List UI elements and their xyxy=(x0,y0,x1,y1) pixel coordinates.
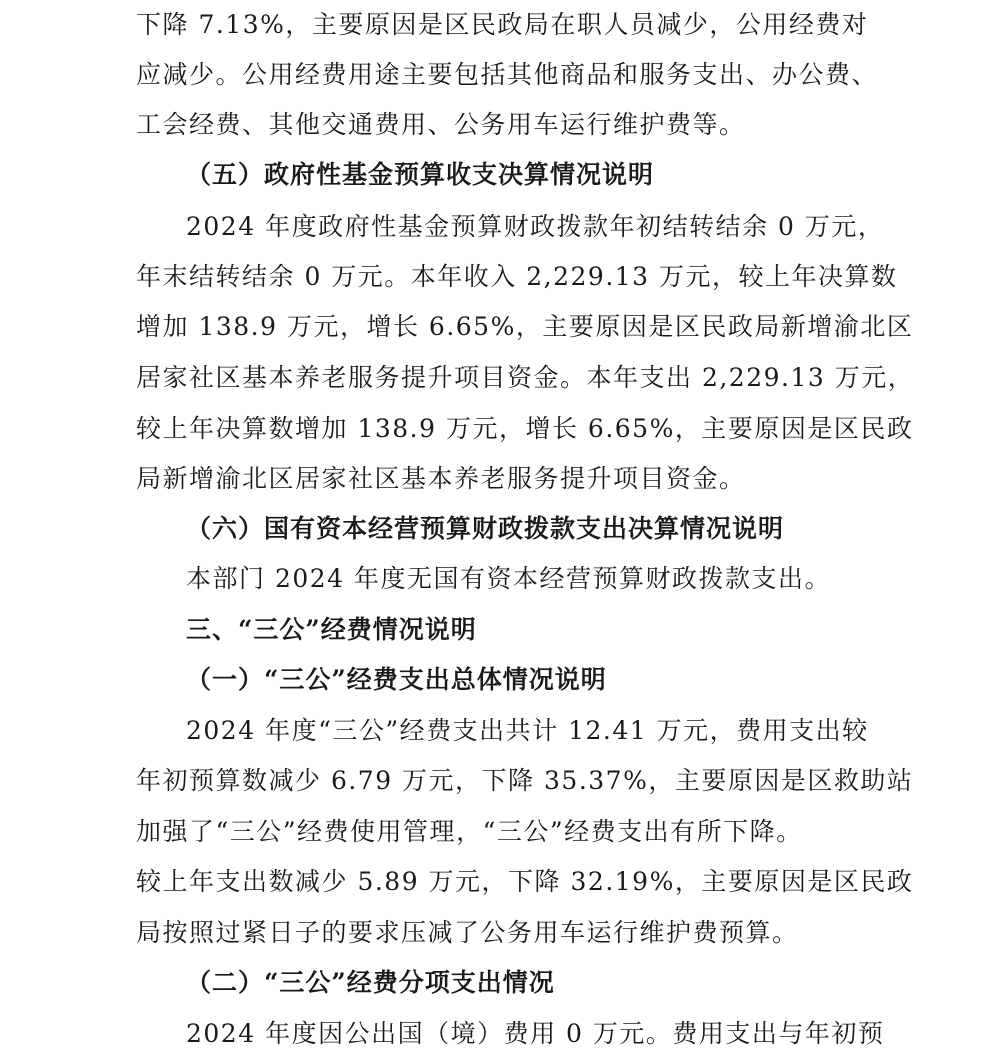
paragraph-line: 较上年支出数减少 5.89 万元，下降 32.19%，主要原因是区民政 xyxy=(136,867,914,896)
paragraph-line: 加强了“三公”经费使用管理，“三公”经费支出有所下降。 xyxy=(136,817,803,846)
paragraph-line: 局新增渝北区居家社区基本养老服务提升项目资金。 xyxy=(136,464,746,493)
section-heading-5: （五）政府性基金预算收支决算情况说明 xyxy=(186,160,655,189)
section-heading-1: （一）“三公”经费支出总体情况说明 xyxy=(186,665,607,694)
paragraph-line: 2024 年度政府性基金预算财政拨款年初结转结余 0 万元， xyxy=(186,212,885,241)
paragraph-line: 居家社区基本养老服务提升项目资金。本年支出 2,229.13 万元， xyxy=(136,363,915,392)
section-heading-2: （二）“三公”经费分项支出情况 xyxy=(186,968,555,997)
paragraph-line: 2024 年度因公出国（境）费用 0 万元。费用支出与年初预 xyxy=(186,1019,885,1048)
paragraph-line: 年末结转结余 0 万元。本年收入 2,229.13 万元，较上年决算数 xyxy=(136,262,898,291)
chapter-heading-3: 三、“三公”经费情况说明 xyxy=(186,615,477,644)
paragraph-line: 增加 138.9 万元，增长 6.65%，主要原因是区民政局新增渝北区 xyxy=(136,312,914,341)
section-heading-6: （六）国有资本经营预算财政拨款支出决算情况说明 xyxy=(186,514,785,543)
paragraph-line: 应减少。公用经费用途主要包括其他商品和服务支出、办公费、 xyxy=(136,60,879,89)
paragraph-line: 工会经费、其他交通费用、公务用车运行维护费等。 xyxy=(136,110,746,139)
paragraph-line: 年初预算数减少 6.79 万元，下降 35.37%，主要原因是区救助站 xyxy=(136,766,914,795)
paragraph-line: 本部门 2024 年度无国有资本经营预算财政拨款支出。 xyxy=(186,564,832,593)
paragraph-line: 局按照过紧日子的要求压减了公务用车运行维护费预算。 xyxy=(136,918,799,947)
paragraph-line: 较上年决算数增加 138.9 万元，增长 6.65%，主要原因是区民政 xyxy=(136,414,914,443)
paragraph-line: 2024 年度“三公”经费支出共计 12.41 万元，费用支出较 xyxy=(186,716,869,745)
paragraph-line: 下降 7.13%，主要原因是区民政局在职人员减少，公用经费对 xyxy=(136,10,869,39)
